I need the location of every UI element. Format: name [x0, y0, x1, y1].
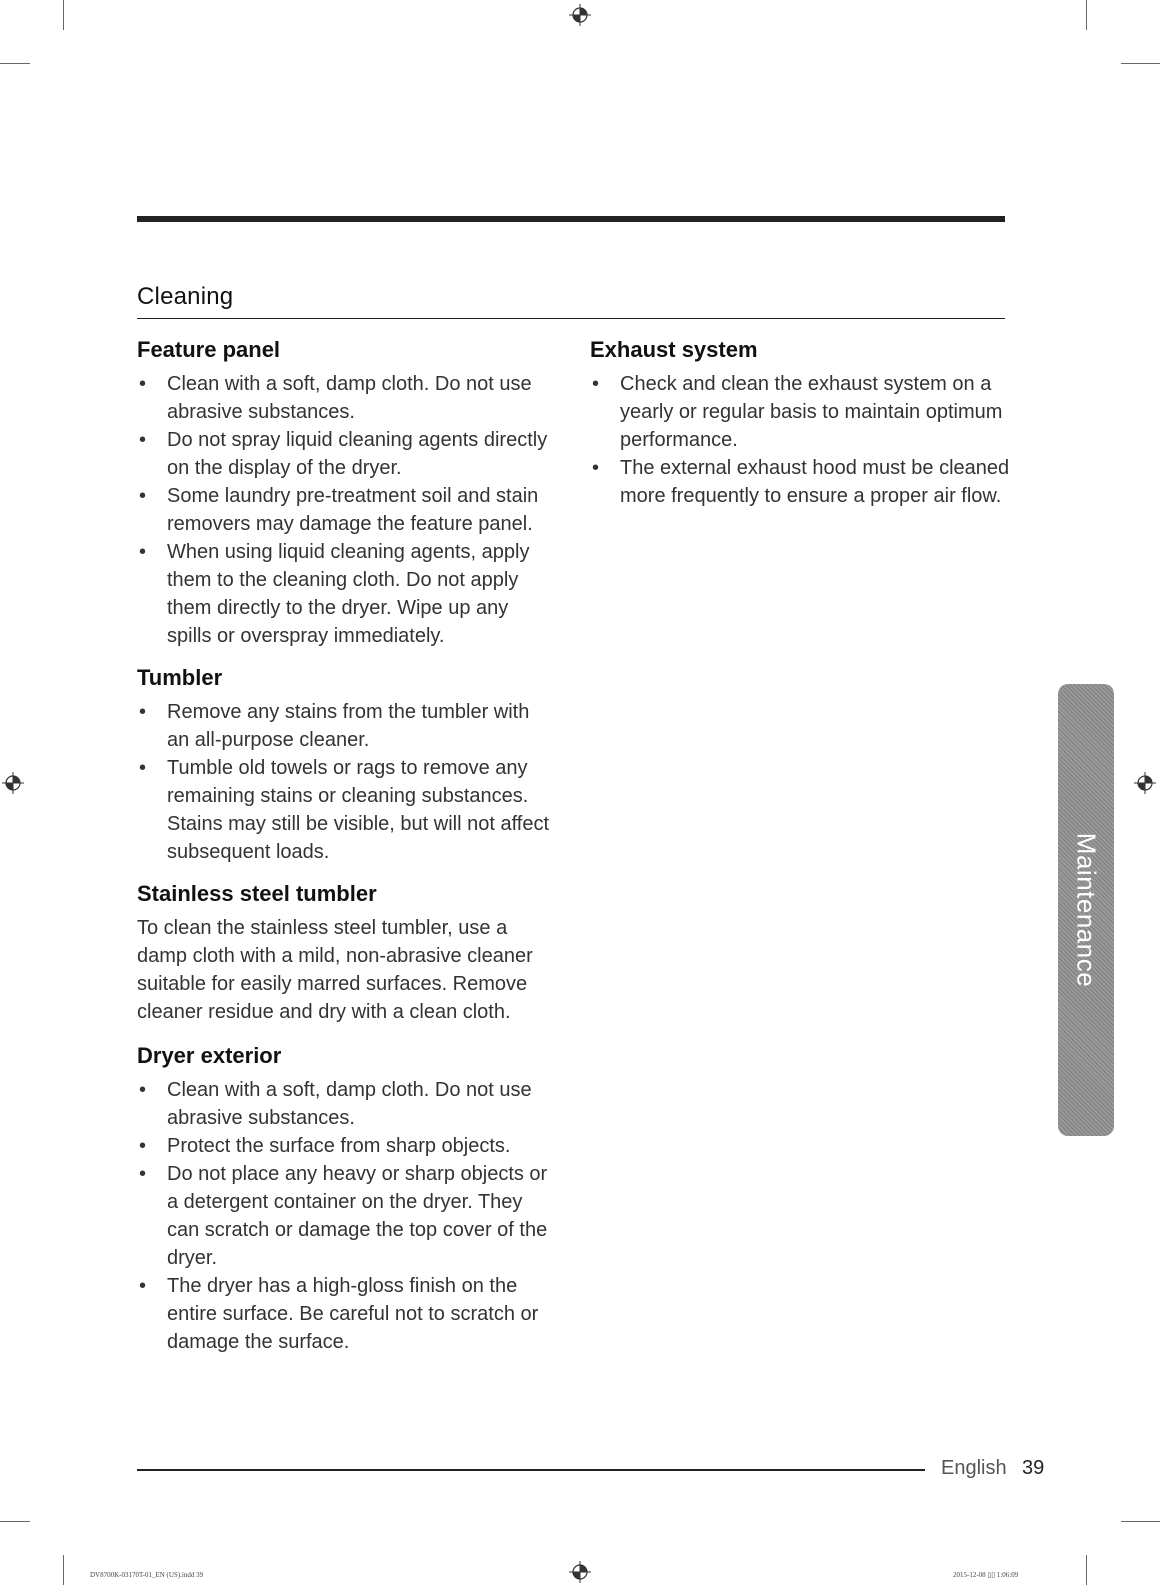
stainless-steel-tumbler-heading: Stainless steel tumbler	[137, 881, 377, 906]
left-column	[137, 334, 557, 1368]
list-item: • Do not spray liquid cleaning agents directly on the display of the dryer.	[137, 426, 557, 482]
tumbler-heading: Tumbler	[137, 665, 223, 690]
section-title: Cleaning	[137, 283, 234, 310]
tumbler-section	[137, 662, 557, 866]
exhaust-system-heading: Exhaust system	[590, 337, 758, 362]
list-item: • Clean with a soft, damp cloth. Do not use abrasive substances.	[137, 1076, 557, 1132]
list-item: • Clean with a soft, damp cloth. Do not use abrasive substances.	[137, 370, 557, 426]
print-slug-filename: DV8700K-03170T-01_EN (US).indd 39	[90, 1571, 204, 1579]
exhaust-system-list	[590, 370, 1010, 510]
stainless-steel-tumbler-section	[137, 878, 557, 1026]
chapter-tab-label: Maintenance	[1071, 832, 1102, 988]
crop-mark	[1121, 1521, 1160, 1522]
list-item: • Check and clean the exhaust system on a yearly or regular basis to maintain optimum performance.	[590, 370, 1010, 454]
list-item: • The dryer has a high-gloss finish on the entire surface. Be careful not to scratch or damage the surface.	[137, 1272, 557, 1356]
page-number: 39	[1022, 1457, 1045, 1479]
registration-mark-icon	[569, 1561, 591, 1583]
list-item: • Tumble old towels or rags to remove any remaining stains or cleaning substances. Stains may still be visible, but will not affect subsequent loads.	[137, 754, 557, 866]
feature-panel-list	[137, 370, 557, 650]
stainless-steel-tumbler-paragraph: To clean the stainless steel tumbler, use a damp cloth with a mild, non-abrasive cleaner suitable for easily marred surfaces. Remove cleaner residue and dry with a clean cloth.	[137, 917, 533, 1023]
footer-language: English	[941, 1457, 1007, 1479]
list-item: • Do not place any heavy or sharp objects or a detergent container on the dryer. They can scratch or damage the top cover of the dryer.	[137, 1160, 557, 1272]
crop-mark	[63, 0, 64, 30]
crop-mark	[1086, 1555, 1087, 1585]
registration-mark-icon	[1134, 772, 1156, 794]
crop-mark	[0, 63, 30, 64]
list-item: • Protect the surface from sharp objects.	[137, 1132, 557, 1160]
list-item: • The external exhaust hood must be cleaned more frequently to ensure a proper air flow.	[590, 454, 1010, 510]
list-item: • Some laundry pre-treatment soil and stain removers may damage the feature panel.	[137, 482, 557, 538]
registration-mark-icon	[569, 4, 591, 26]
crop-mark	[0, 1521, 30, 1522]
list-item: • When using liquid cleaning agents, apply them to the cleaning cloth. Do not apply them directly to the dryer. Wipe up any spills or overspray immediately.	[137, 538, 557, 650]
crop-mark	[1121, 63, 1160, 64]
list-item: • Remove any stains from the tumbler with an all-purpose cleaner.	[137, 698, 557, 754]
feature-panel-heading: Feature panel	[137, 337, 281, 362]
tumbler-list	[137, 698, 557, 866]
dryer-exterior-list	[137, 1076, 557, 1356]
chapter-tab	[1058, 684, 1114, 1136]
right-column	[590, 334, 1010, 522]
exhaust-system-section	[590, 334, 1010, 510]
footer-rule	[137, 1469, 925, 1471]
top-rule	[137, 216, 1005, 222]
dryer-exterior-section	[137, 1040, 557, 1356]
feature-panel-section	[137, 334, 557, 650]
print-slug-timestamp: 2015-12-08 ▯▯ 1:06:09	[953, 1571, 1019, 1579]
crop-mark	[1086, 0, 1087, 30]
crop-mark	[63, 1555, 64, 1585]
section-rule	[137, 318, 1005, 319]
registration-mark-icon	[2, 772, 24, 794]
dryer-exterior-heading: Dryer exterior	[137, 1043, 282, 1068]
